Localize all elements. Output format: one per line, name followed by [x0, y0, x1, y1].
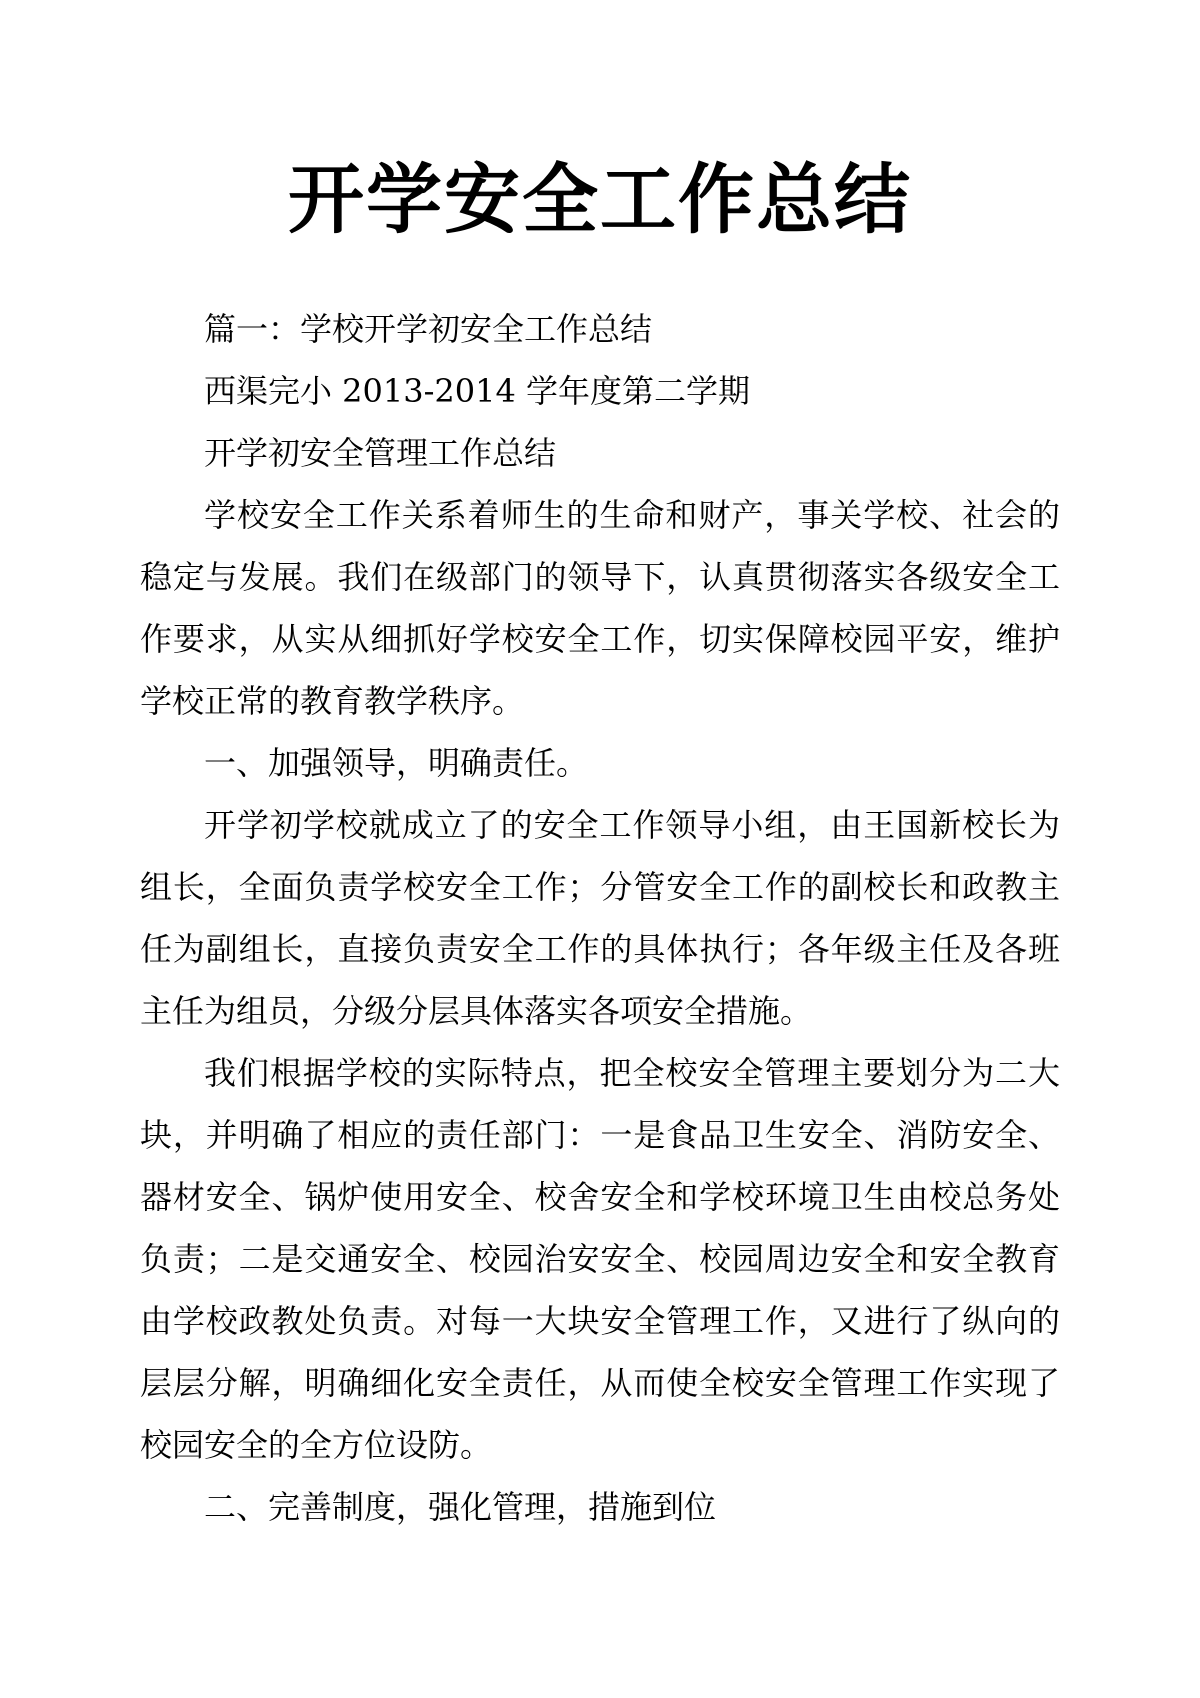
document-title: 开学安全工作总结 — [288, 155, 912, 244]
paragraph-leadership-group: 开学初学校就成立了的安全工作领导小组，由王国新校长为组长，全面负责学校安全工作；分管安全工作的副校长和政教主任为副组长，直接负责安全工作的具体执行；各年级主任及各班主任为组员，分级分层具体落实各项安全措施。 — [140, 806, 1060, 1030]
paragraph-introduction: 学校安全工作关系着师生的生命和财产，事关学校、社会的稳定与发展。我们在级部门的领导下，认真贯彻落实各级安全工作要求，从实从细抓好学校安全工作，切实保障校园平安，维护学校正常的教育教学秩序。 — [140, 496, 1060, 720]
document-body — [140, 298, 1060, 1538]
paragraph-responsibility-division: 我们根据学校的实际特点，把全校安全管理主要划分为二大块，并明确了相应的责任部门：一是食品卫生安全、消防安全、器材安全、锅炉使用安全、校舍安全和学校环境卫生由校总务处负责；二是交通安全、校园治安安全、校园周边安全和安全教育由学校政教处负责。对每一大块安全管理工作，又进行了纵向的层层分解，明确细化安全责任，从而使全校安全管理工作实现了校园安全的全方位设防。 — [140, 1054, 1060, 1464]
section-heading-one: 一、加强领导，明确责任。 — [204, 744, 589, 782]
paragraph-subtitle: 开学初安全管理工作总结 — [204, 434, 557, 472]
section-heading-two: 二、完善制度，强化管理，措施到位 — [204, 1488, 717, 1526]
paragraph-school-term: 西渠完小 2013-2014 学年度第二学期 — [204, 372, 751, 410]
paragraph-heading-part-one: 篇一：学校开学初安全工作总结 — [204, 310, 653, 348]
